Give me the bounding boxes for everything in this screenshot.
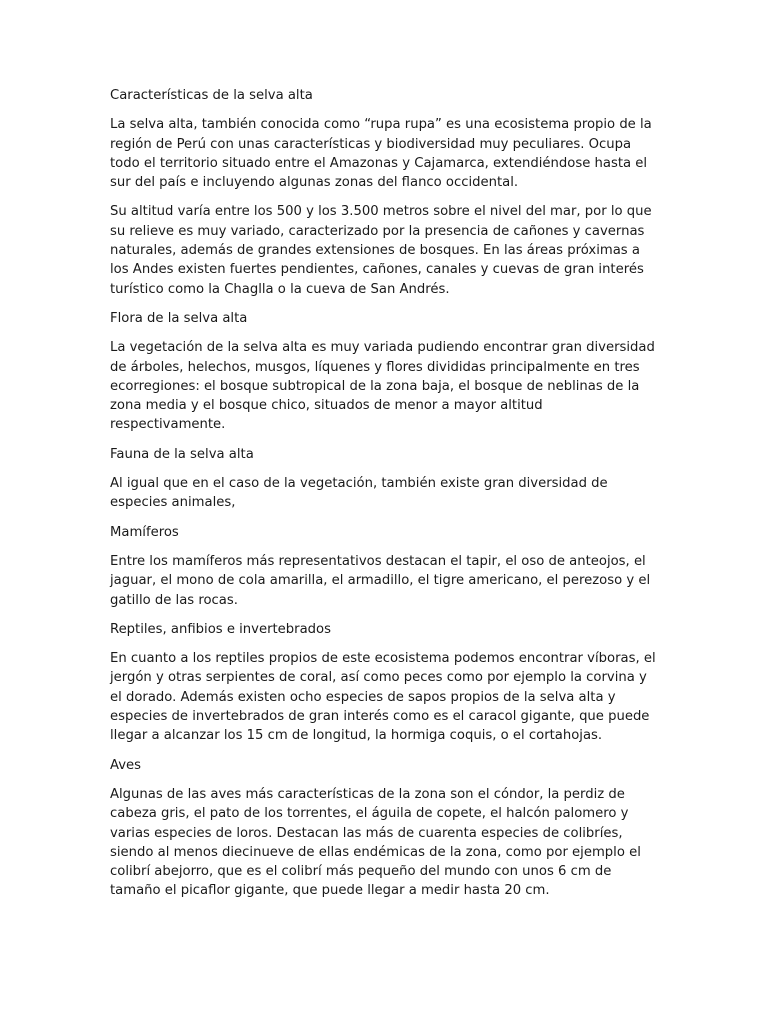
section-heading-fauna: Fauna de la selva alta	[110, 446, 254, 462]
paragraph-mamiferos: Entre los mamíferos más representativos destacan el tapir, el oso de anteojos, el jaguar, el mono de cola amarilla, el armadillo, el tigre americano, el perezoso y el gatillo de las rocas.	[110, 553, 651, 608]
paragraph-flora: La vegetación de la selva alta es muy variada pudiendo encontrar gran diversidad de árboles, helechos, musgos, líquenes y flores divididas principalmente en tres ecorregiones: el bosque subtropical de la zona baja, el bosque de neblinas de la zona media y el bosque chico, situados de menor a mayor altitud respectivamente.	[110, 340, 655, 433]
paragraph-aves: Algunas de las aves más características de la zona son el cóndor, la perdiz de cabeza gris, el pato de los torrentes, el águila de copete, el halcón palomero y varias especies de loros. Destacan las más de cuarenta especies de colibríes, siendo al menos diecinueve de ellas endémicas de la zona, como por ejemplo el colibrí abejorro, que es el colibrí más pequeño del mundo con unos 6 cm de tamaño el picaflor gigante, que puede llegar a medir hasta 20 cm.	[110, 786, 641, 899]
paragraph-fauna: Al igual que en el caso de la vegetación, también existe gran diversidad de especies animales,	[110, 476, 608, 511]
paragraph-altitud: Su altitud varía entre los 500 y los 3.500 metros sobre el nivel del mar, por lo que su relieve es muy variado, caracterizado por la presencia de cañones y cavernas naturales, además de grandes extensiones de bosques. En las áreas próximas a los Andes existen fuertes pendientes, cañones, canales y cuevas de gran interés turístico como la Chaglla o la cueva de San Andrés.	[110, 204, 652, 297]
section-heading-mamiferos: Mamíferos	[110, 524, 179, 540]
section-heading-flora: Flora de la selva alta	[110, 310, 248, 326]
document-body	[110, 86, 662, 911]
paragraph-intro: La selva alta, también conocida como “rupa rupa” es una ecosistema propio de la región de Perú con unas características y biodiversidad muy peculiares. Ocupa todo el territorio situado entre el Amazonas y Cajamarca, extendiéndose hasta el sur del país e incluyendo algunas zonas del flanco occidental.	[110, 117, 652, 191]
section-heading-aves: Aves	[110, 757, 142, 773]
section-heading-reptiles: Reptiles, anfibios e invertebrados	[110, 621, 331, 637]
section-heading-caracteristicas: Características de la selva alta	[110, 88, 313, 103]
paragraph-reptiles: En cuanto a los reptiles propios de este ecosistema podemos encontrar víboras, el jergón y otras serpientes de coral, así como peces como por ejemplo la corvina y el dorado. Además existen ocho especies de sapos propios de la selva alta y especies de invertebrados de gran interés como es el caracol gigante, que puede llegar a alcanzar los 15 cm de longitud, la hormiga coquis, o el cortahojas.	[110, 651, 656, 744]
